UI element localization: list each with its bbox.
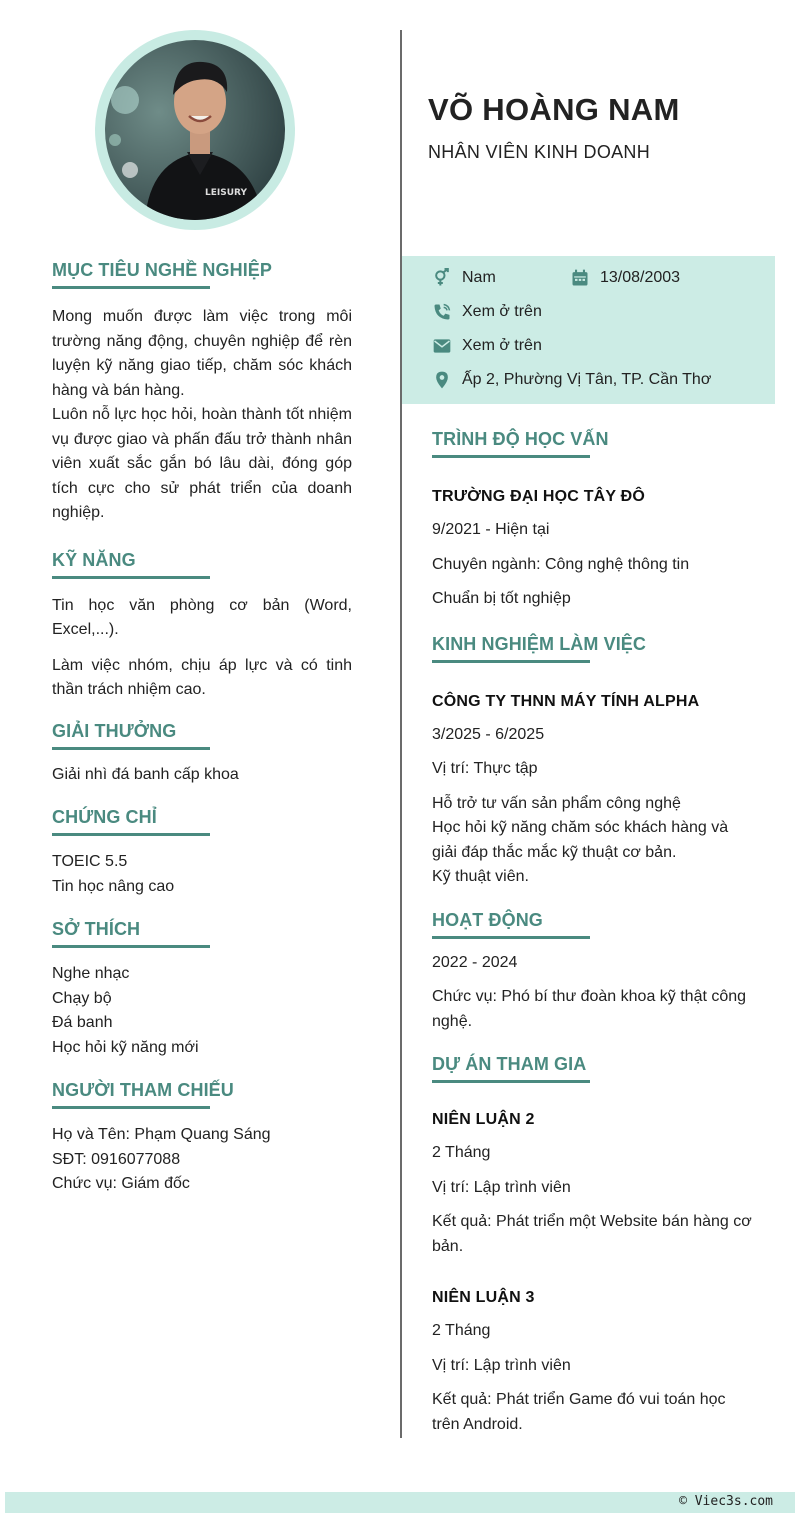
references-title: NGƯỜI THAM CHIẾU <box>52 1080 234 1100</box>
certificates-title: CHỨNG CHỈ <box>52 807 157 827</box>
project-position: Vị trí: Lập trình viên <box>432 1178 571 1196</box>
projects-section <box>432 1052 752 1437</box>
skill-item: Làm việc nhóm, chịu áp lực và có tinh thần trách nhiệm cao. <box>52 656 352 698</box>
section-underline <box>52 1106 210 1109</box>
svg-text:LEISURY: LEISURY <box>205 188 247 198</box>
phone-row <box>432 300 542 324</box>
email-value: Xem ở trên <box>462 337 542 354</box>
location-icon <box>432 370 452 390</box>
hobby-item: Nghe nhạc <box>52 965 130 982</box>
section-underline <box>52 286 210 289</box>
project-name: NIÊN LUẬN 3 <box>432 1289 535 1306</box>
address-row <box>432 368 711 392</box>
activities-section <box>432 908 752 1035</box>
education-period: 9/2021 - Hiện tại <box>432 521 550 538</box>
objective-p2: Luôn nỗ lực học hỏi, hoàn thành tốt nhiệm vụ được giao và phấn đấu trở thành nhân viên xuất sắc gắn bó lâu dài, đóng góp tích cực cho sử phát triển của doanh nghiệp. <box>52 406 352 521</box>
objective-section <box>52 258 352 526</box>
address-value: Ấp 2, Phường Vị Tân, TP. Cần Thơ <box>462 371 712 388</box>
education-major: Chuyên ngành: Công nghệ thông tin <box>432 555 690 573</box>
calendar-icon <box>570 268 590 288</box>
column-divider <box>400 30 402 1438</box>
experience-section <box>432 632 752 890</box>
reference-item: Họ và Tên: Phạm Quang Sáng <box>52 1126 271 1143</box>
reference-item: Chức vụ: Giám đốc <box>52 1175 190 1192</box>
experience-title: KINH NGHIỆM LÀM VIỆC <box>432 633 647 654</box>
gender-value: Nam <box>462 269 496 286</box>
projects-title: DỰ ÁN THAM GIA <box>432 1054 587 1074</box>
hobbies-section <box>52 917 352 1060</box>
email-row <box>432 334 542 358</box>
avatar-ring <box>95 30 295 230</box>
section-underline <box>52 945 210 948</box>
candidate-name: VÕ HOÀNG NAM <box>428 92 680 127</box>
certificate-item: TOEIC 5.5 <box>52 853 128 870</box>
hobby-item: Đá banh <box>52 1014 113 1031</box>
phone-value: Xem ở trên <box>462 303 542 320</box>
project-result: Kết quả: Phát triển một Website bán hàng cơ bản. <box>432 1213 752 1255</box>
email-icon <box>432 336 452 356</box>
footer-bar <box>5 1492 795 1513</box>
footer-credit: © Viec3s.com <box>679 1494 773 1509</box>
company-name: CÔNG TY THNN MÁY TÍNH ALPHA <box>432 692 700 710</box>
award-item: Giải nhì đá banh cấp khoa <box>52 765 239 783</box>
project-name: NIÊN LUẬN 2 <box>432 1111 535 1128</box>
skill-item: Tin học văn phòng cơ bản (Word, Excel,...). <box>52 596 352 638</box>
activities-role: Chức vụ: Phó bí thư đoàn khoa kỹ thật công nghệ. <box>432 988 747 1030</box>
birthdate-row <box>570 266 680 290</box>
section-underline <box>432 936 590 939</box>
birthdate-value: 13/08/2003 <box>600 269 681 286</box>
section-underline <box>432 660 590 663</box>
activities-period: 2022 - 2024 <box>432 953 518 971</box>
objective-title: MỤC TIÊU NGHỀ NGHIỆP <box>52 260 273 280</box>
certificates-section <box>52 805 352 899</box>
experience-period: 3/2025 - 6/2025 <box>432 725 545 743</box>
experience-desc: Hỗ trở tư vấn sản phẩm công nghệ <box>432 794 681 812</box>
education-title: TRÌNH ĐỘ HỌC VẤN <box>432 429 609 449</box>
awards-section <box>52 719 352 788</box>
phone-icon <box>432 302 452 322</box>
objective-p1: Mong muốn được làm việc trong môi trường năng động, chuyên nghiệp để rèn luyện kỹ năng giao tiếp, chăm sóc khách hàng và bán hàng. <box>52 308 352 399</box>
reference-item: SĐT: 0916077088 <box>52 1150 181 1168</box>
profile-photo <box>105 40 285 220</box>
skills-title: KỸ NĂNG <box>52 549 136 570</box>
section-underline <box>52 833 210 836</box>
avatar <box>105 40 285 220</box>
left-column <box>52 258 352 1197</box>
hobby-item: Học hỏi kỹ năng mới <box>52 1038 199 1056</box>
activities-title: HOẠT ĐỘNG <box>432 909 543 930</box>
references-section <box>52 1078 352 1197</box>
section-underline <box>432 455 590 458</box>
experience-position: Vị trí: Thực tập <box>432 760 538 777</box>
contact-info-panel <box>402 256 775 404</box>
education-section <box>432 427 752 612</box>
hobby-item: Chạy bộ <box>52 989 112 1007</box>
gender-row <box>432 266 496 290</box>
project-result: Kết quả: Phát triển Game đó vui toán học trên Android. <box>432 1391 726 1433</box>
project-duration: 2 Tháng <box>432 1144 491 1161</box>
certificate-item: Tin học nâng cao <box>52 877 175 895</box>
section-underline <box>432 1080 590 1083</box>
experience-desc: Học hỏi kỹ năng chăm sóc khách hàng và giải đáp thắc mắc kỹ thuật cơ bản. <box>432 819 729 861</box>
experience-desc: Kỹ thuật viên. <box>432 868 529 885</box>
hobbies-title: SỞ THÍCH <box>52 919 141 939</box>
section-underline <box>52 576 210 579</box>
project-duration: 2 Tháng <box>432 1322 491 1339</box>
skills-section <box>52 548 352 703</box>
gender-icon <box>432 268 452 288</box>
education-status: Chuẩn bị tốt nghiệp <box>432 590 571 607</box>
project-position: Vị trí: Lập trình viên <box>432 1356 571 1374</box>
section-underline <box>52 747 210 750</box>
school-name: TRƯỜNG ĐẠI HỌC TÂY ĐÔ <box>432 488 646 505</box>
awards-title: GIẢI THƯỞNG <box>52 720 177 741</box>
right-column <box>432 427 752 1437</box>
candidate-role: NHÂN VIÊN KINH DOANH <box>428 142 651 162</box>
